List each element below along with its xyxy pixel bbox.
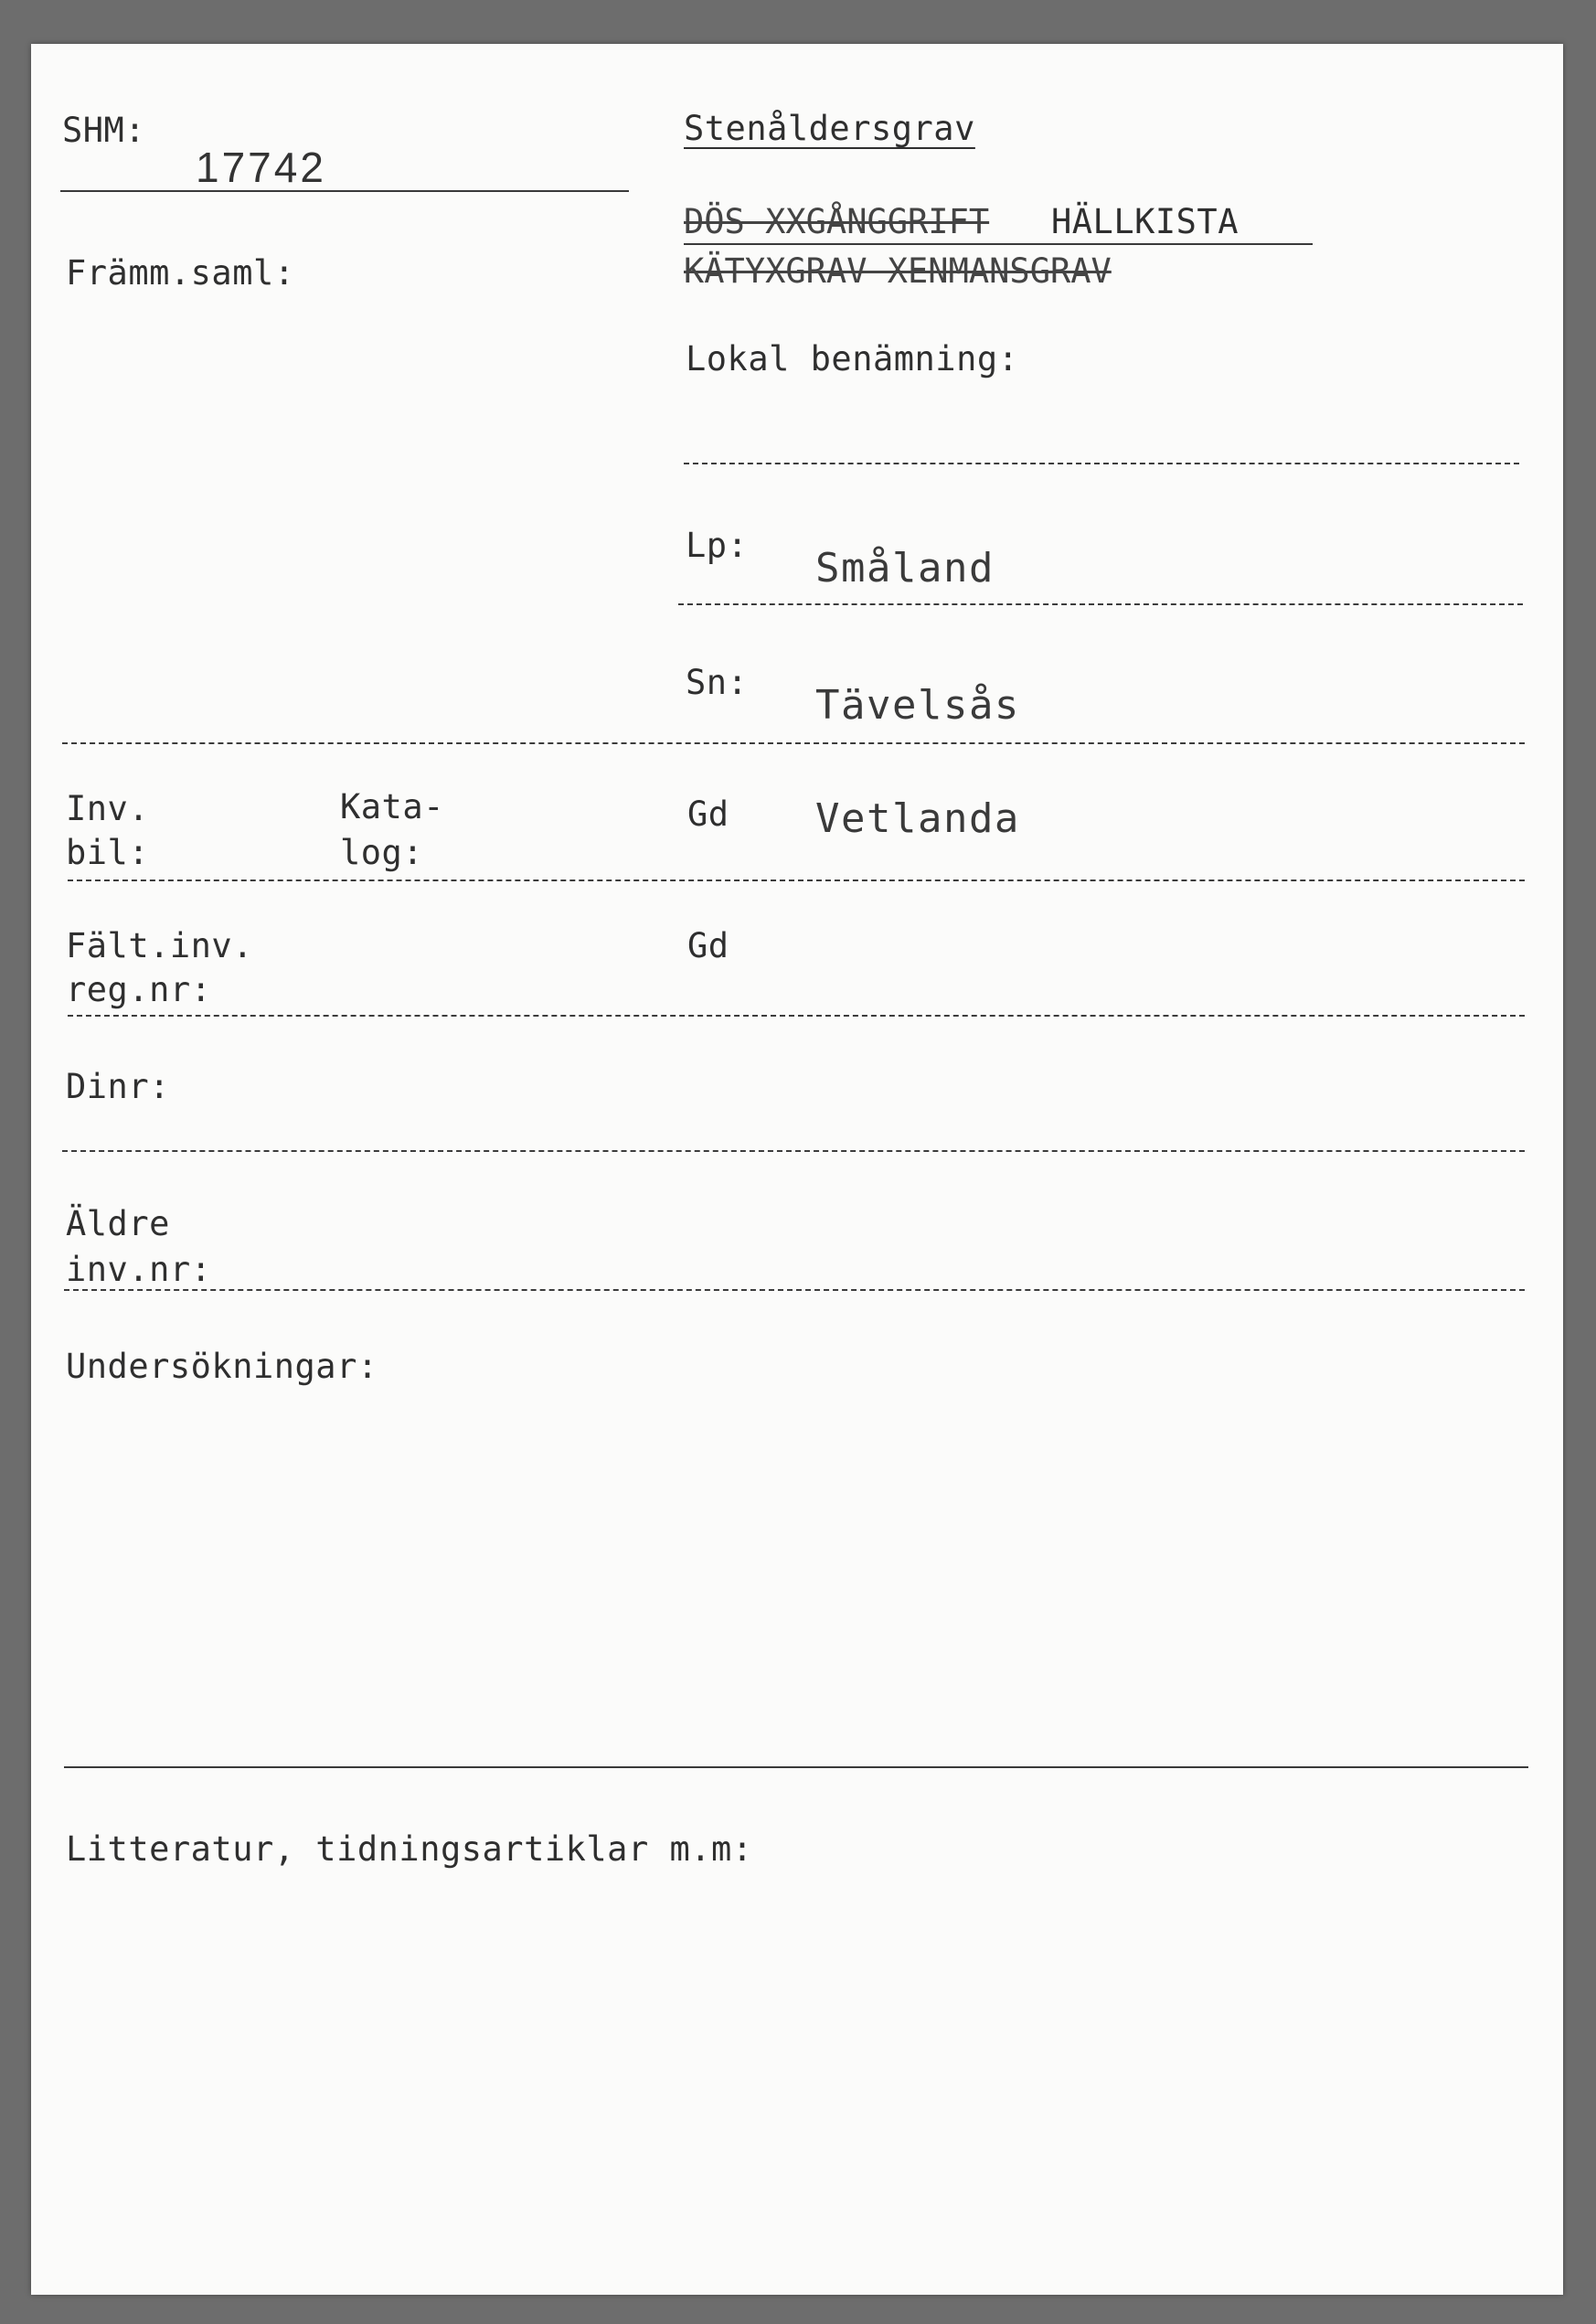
katalog-label-2: log: <box>340 833 424 872</box>
lp-value: Småland <box>815 545 995 592</box>
section-divider-2 <box>68 879 1525 881</box>
sn-value: Tävelsås <box>815 682 1020 729</box>
struck-type-line-1: DÖS XXGÅNGGRIFT <box>684 202 990 241</box>
section-divider-6 <box>64 1766 1528 1768</box>
aldre-label-1: Äldre <box>66 1204 170 1243</box>
gd-value-1: Vetlanda <box>815 795 1020 842</box>
section-divider-4 <box>62 1150 1525 1152</box>
undersokningar-label: Undersökningar: <box>66 1347 378 1386</box>
lp-underline <box>678 603 1523 605</box>
sn-label: Sn: <box>686 663 749 702</box>
shm-number: 17742 <box>196 144 326 191</box>
shm-label: SHM: <box>62 111 146 150</box>
lp-label: Lp: <box>686 526 749 565</box>
framm-saml-label: Främm.saml: <box>66 253 295 293</box>
litteratur-label: Litteratur, tidningsartiklar m.m: <box>66 1829 753 1869</box>
gd-label-1: Gd <box>687 794 729 834</box>
shm-underline <box>60 190 629 192</box>
category-header: Stenåldersgrav <box>684 109 975 148</box>
katalog-label-1: Kata- <box>340 787 444 826</box>
falt-inv-label-2: reg.nr: <box>66 970 212 1009</box>
lokal-underline <box>684 463 1519 464</box>
section-divider-1 <box>62 742 1525 744</box>
dinr-label: Dinr: <box>66 1067 170 1106</box>
struck-type-line-2: KÄTYXGRAV XENMANSGRAV <box>684 251 1112 291</box>
lokal-benamning-label: Lokal benämning: <box>686 339 1019 378</box>
catalog-card <box>31 44 1563 2295</box>
grave-type-value: HÄLLKISTA <box>1051 202 1239 241</box>
inv-bil-label-2: bil: <box>66 833 150 872</box>
inv-bil-label-1: Inv. <box>66 789 150 828</box>
type-underline <box>684 243 1313 245</box>
section-divider-5 <box>64 1289 1525 1291</box>
section-divider-3 <box>68 1015 1525 1017</box>
falt-inv-label-1: Fält.inv. <box>66 926 253 965</box>
gd-label-2: Gd <box>687 926 729 965</box>
aldre-label-2: inv.nr: <box>66 1250 212 1289</box>
